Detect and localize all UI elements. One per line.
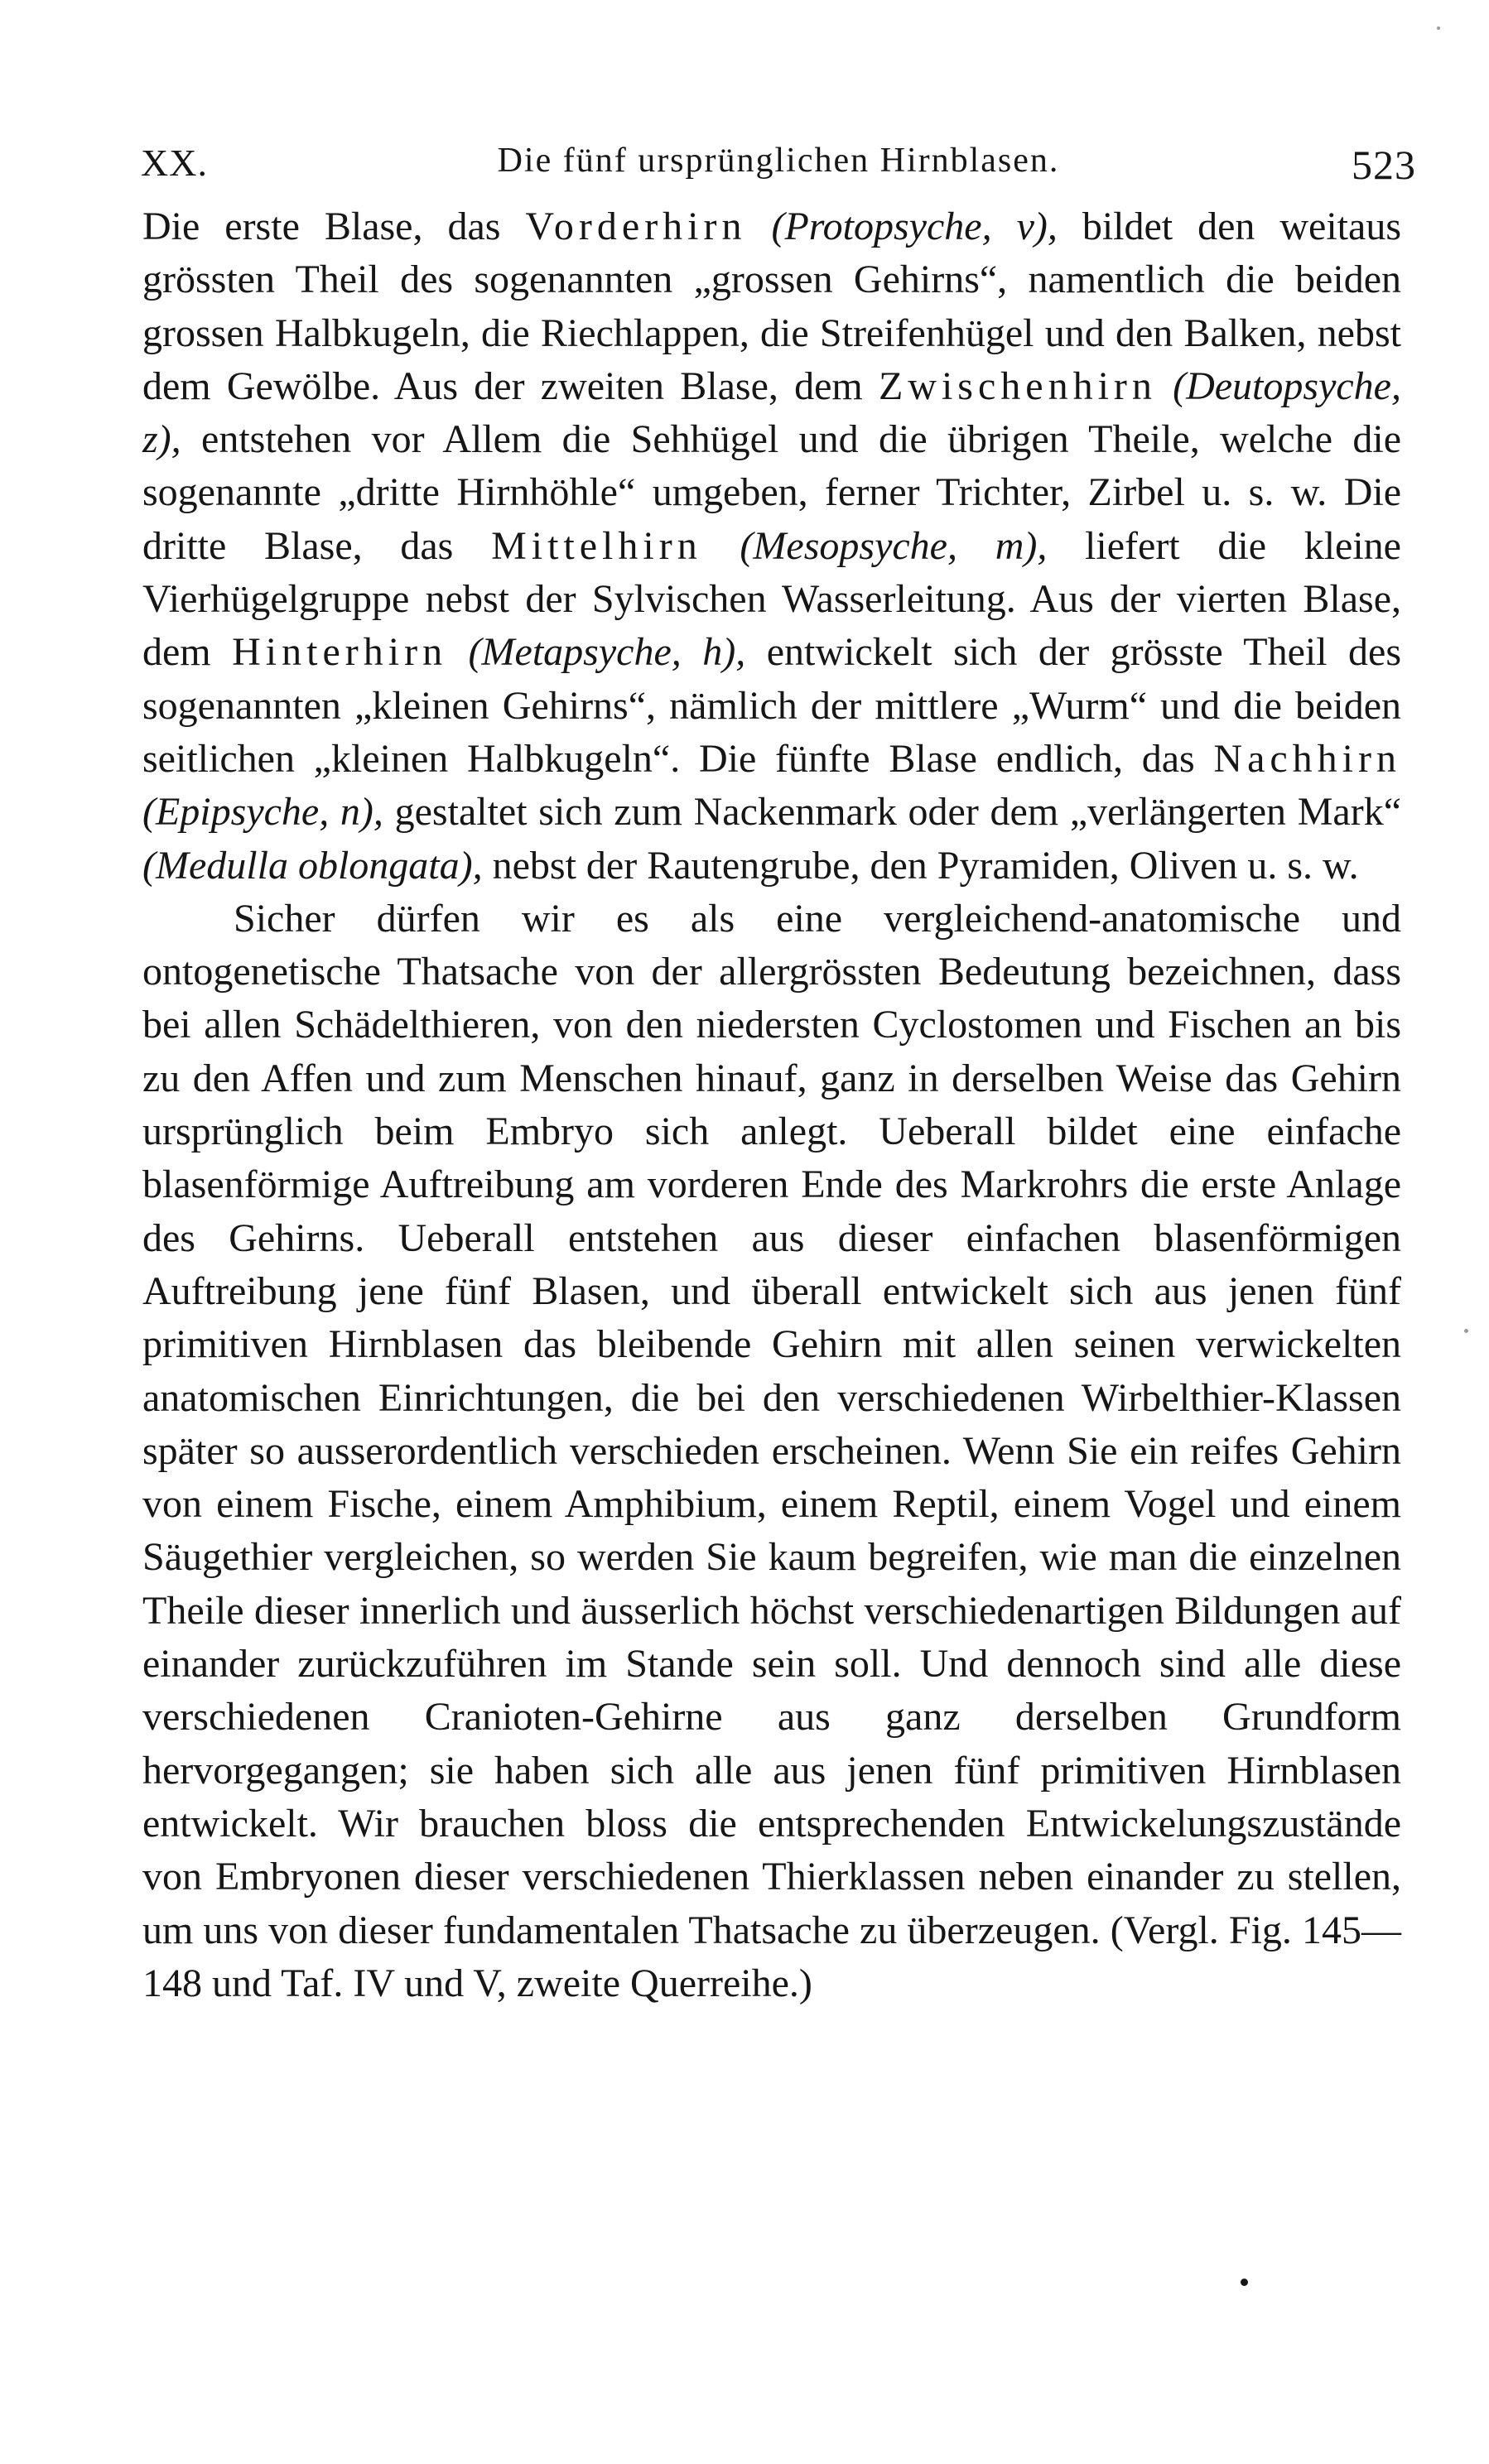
term-nachhirn: Nachhirn [1213,736,1401,781]
latin-medulla-oblongata: (Medulla oblongata), [142,843,483,888]
page-number: 523 [1352,142,1416,188]
text-segment: nebst der Rautengrube, den Pyramiden, Oliven u. s. w. [482,843,1359,888]
body-text [142,200,1401,2010]
latin-metapsyche: (Metapsyche, h), [447,630,746,675]
running-title: Die fünf ursprünglichen Hirnblasen. [497,142,1060,180]
latin-protopsyche: (Protopsyche, v), [746,205,1058,248]
text-segment: bildet den weitaus grössten Theil des sogenannten „grossen Gehirns“, namentlich die beiden grossen Halbkugeln, die Riechlappen, die Streifenhügel und den Balken, nebst dem Gewölbe. Aus der zweiten Blase, dem [142,205,1402,408]
text-segment: entwickelt sich der grösste Theil des sogenannten „kleinen Gehirns“, nämlich der mittlere „Wurm“ und die beiden seitlichen „kleinen Halbkugeln“. Die fünfte Blase endlich, das [142,630,1402,781]
paragraph-brain-vesicles [142,200,1401,893]
latin-epipsyche: (Epipsyche, n), [142,790,383,835]
text-segment: liefert die kleine Vierhügelgruppe nebst der Sylvischen Wasserleitung. Aus der vierten Blase, dem [142,523,1401,675]
text-segment: Die erste Blase, das [142,205,526,248]
term-hinterhirn: Hinterhirn [232,630,448,675]
term-vorderhirn: Vorderhirn [525,205,747,248]
paragraph-comparative-anatomy: Sicher dürfen wir es als eine vergleichend-anatomische und ontogenetische Thatsache von der allergrössten Bedeutung bezeichnen, dass bei allen Schädelthieren, von den niedersten Cyclostomen und Fischen an bis zu den Affen und zum Menschen hinauf, ganz in derselben Weise das Gehirn ursprünglich beim Embryo sich anlegt. Ueberall bildet eine einfache blasenförmige Auftreibung am vorderen Ende des Markrohrs die erste Anlage des Gehirns. Ueberall entstehen aus dieser einfachen blasenförmigen Auftreibung jene fünf Blasen, und überall entwickelt sich aus jenen fünf primitiven Hirnblasen das bleibende Gehirn mit allen seinen verwickelten anatomischen Einrichtungen, die bei den verschiedenen Wirbelthier-Klassen später so ausserordentlich verschieden erscheinen. Wenn Sie ein reifes Gehirn von einem Fische, einem Amphibium, einem Reptil, einem Vogel und einem Säugethier vergleichen, so werden Sie kaum begreifen, wie man die einzelnen Theile dieser innerlich und äusserlich höchst verschiedenartigen Bildungen auf einander zurückzuführen im Stande sein soll. Und dennoch sind alle diese verschiedenen Cranioten-Gehirne aus ganz derselben Grundform hervorgegangen; sie haben sich alle aus jenen fünf primitiven Hirnblasen entwickelt. Wir brauchen bloss die entsprechenden Entwickelungszustände von Embryonen dieser verschiedenen Thierklassen neben einander zu stellen, um uns von dieser fundamentalen Thatsache zu überzeugen. (Vergl. Fig. 145—148 und Taf. IV und V, zweite Querreihe.) [142,896,1401,2005]
scan-speck [1437,26,1440,30]
chapter-number: XX. [141,142,208,184]
text-segment: entstehen vor Allem die Sehhügel und die übrigen Theile, welche die sogenannte „dritte Hirnhöhle“ umgeben, ferner Trichter, Zirbel u. s. w. Die dritte Blase, das [142,417,1401,568]
printers-mark-dot [1241,2279,1248,2286]
running-head [141,141,1416,199]
term-zwischenhirn: Zwischenhirn [878,363,1157,408]
latin-mesopsyche: (Mesopsyche, m), [701,523,1048,568]
latin-deutopsyche: (Deutopsyche, z), [142,363,1401,462]
text-segment: gestaltet sich zum Nackenmark oder dem „verlängerten Mark“ [383,790,1402,835]
scan-speck [1464,1329,1468,1333]
term-mittelhirn: Mittelhirn [491,523,702,568]
